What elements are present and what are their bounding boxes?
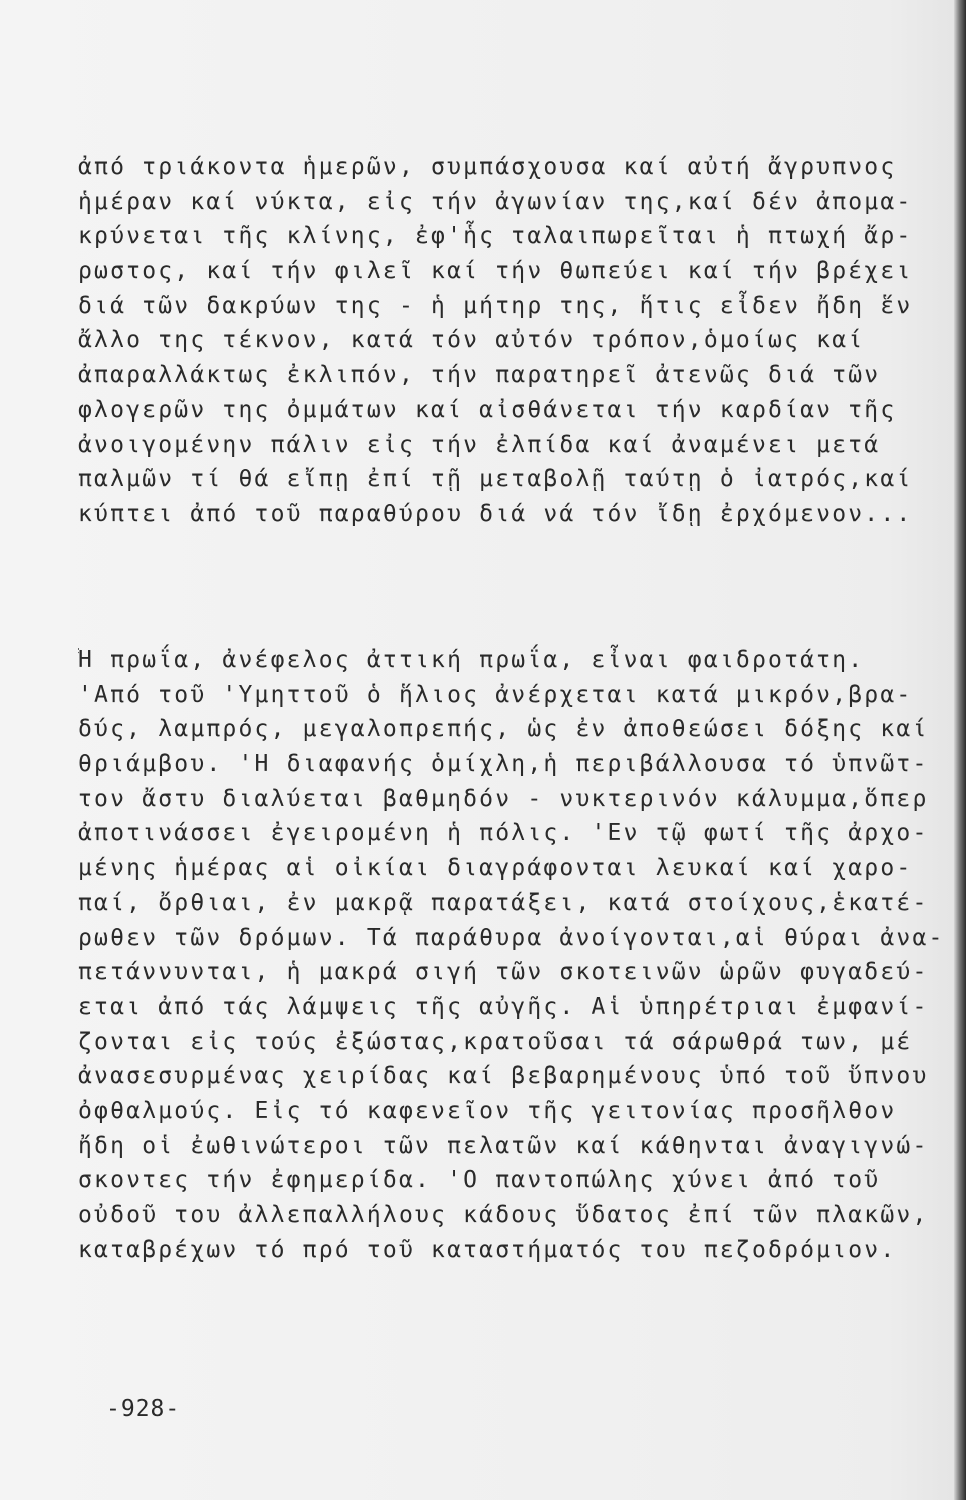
text-line: θριάμβου. 'Η διαφανής ὁμίχλη,ἡ περιβάλλουσα τό ὑπνῶτ- <box>78 751 929 778</box>
text-line: κρύνεται τῆς κλίνης, ἐφ'ἧς ταλαιπωρεῖται ἡ πτωχή ἄρ- <box>78 223 913 250</box>
paragraph-2 <box>78 643 950 1267</box>
text-line: φλογερῶν της ὀμμάτων καί αἰσθάνεται τήν καρδίαν τῆς <box>78 396 897 423</box>
text-line: ρωθεν τῶν δρόμων. Τά παράθυρα ἀνοίγονται,αἱ θύραι ἀνα- <box>78 924 945 951</box>
text-line: κύπτει ἀπό τοῦ παραθύρου διά νά τόν ἴδῃ ἐρχόμενον... <box>78 500 913 527</box>
text-line: καταβρέχων τό πρό τοῦ καταστήματός του πεζοδρόμιον. <box>78 1236 897 1263</box>
text-line: τον ἄστυ διαλύεται βαθμηδόν - νυκτερινόν κάλυμμα,ὅπερ <box>78 785 929 812</box>
binding-edge-shadow <box>954 0 966 1500</box>
text-line: πετάννυνται, ἡ μακρά σιγή τῶν σκοτεινῶν ὡρῶν φυγαδεύ- <box>78 959 929 986</box>
text-line: ἤδη οἱ ἐωθινώτεροι τῶν πελατῶν καί κάθηνται ἀναγιγνώ- <box>78 1132 929 1159</box>
text-line: διά τῶν δακρύων της - ἡ μήτηρ της, ἥτις εἶδεν ἤδη ἕν <box>78 292 913 319</box>
text-line: ἀπό τριάκοντα ἡμερῶν, συμπάσχουσα καί αὐτή ἄγρυπνος <box>78 154 897 180</box>
text-line: ἀνασεσυρμένας χειρίδας καί βεβαρημένους ὑπό τοῦ ὕπνου <box>78 1063 929 1090</box>
text-line: ἄλλο της τέκνον, κατά τόν αὐτόν τρόπον,ὁμοίως καί <box>78 327 865 354</box>
text-line: ζονται εἰς τούς ἐξώστας,κρατοῦσαι τά σάρωθρά των, μέ <box>78 1028 913 1055</box>
text-line: εται ἀπό τάς λάμψεις τῆς αὐγῆς. Αἱ ὑπηρέτριαι ἐμφανί- <box>78 993 929 1020</box>
paragraph-1 <box>78 150 950 532</box>
text-line: ἀνοιγομένην πάλιν εἰς τήν ἐλπίδα καί ἀναμένει μετά <box>78 431 881 458</box>
text-line: οὐδοῦ του ἀλλεπαλλήλους κάδους ὕδατος ἐπί τῶν πλακῶν, <box>78 1202 929 1228</box>
text-line: σκοντες τήν ἐφημερίδα. 'Ο παντοπώλης χύνει ἀπό τοῦ <box>78 1167 881 1194</box>
text-line: ἀπαραλλάκτως ἐκλιπόν, τήν παρατηρεῖ ἀτενῶς διά τῶν <box>78 362 881 389</box>
text-line: μένης ἡμέρας αἱ οἰκίαι διαγράφονται λευκαί καί χαρο- <box>78 855 913 882</box>
text-line: ρωστος, καί τήν φιλεῖ καί τήν θωπεύει καί τήν βρέχει <box>78 258 913 285</box>
text-line: ἡμέραν καί νύκτα, εἰς τήν ἀγωνίαν της,καί δέν ἀπομα- <box>78 188 913 215</box>
text-line: παί, ὄρθιαι, ἐν μακρᾷ παρατάξει, κατά στοίχους,ἑκατέ- <box>78 889 929 916</box>
text-line: παλμῶν τί θά εἴπῃ ἐπί τῇ μεταβολῇ ταύτῃ ὁ ἰατρός,καί <box>78 466 913 493</box>
text-line: ἀποτινάσσει ἐγειρομένη ἡ πόλις. 'Εν τῷ φωτί τῆς ἀρχο- <box>78 820 929 847</box>
text-line: δύς, λαμπρός, μεγαλοπρεπής, ὡς ἐν ἀποθεώσει δόξης καί <box>78 716 929 743</box>
text-line: Ἡ πρωΐα, ἀνέφελος ἀττική πρωΐα, εἶναι φαιδροτάτη. <box>78 647 865 673</box>
page-number: -928- <box>106 1396 181 1422</box>
text-line: 'Από τοῦ 'Υμηττοῦ ὁ ἥλιος ἀνέρχεται κατά μικρόν,βρα- <box>78 681 913 708</box>
text-line: ὀφθαλμούς. Εἰς τό καφενεῖον τῆς γειτονίας προσῆλθον <box>78 1097 897 1124</box>
